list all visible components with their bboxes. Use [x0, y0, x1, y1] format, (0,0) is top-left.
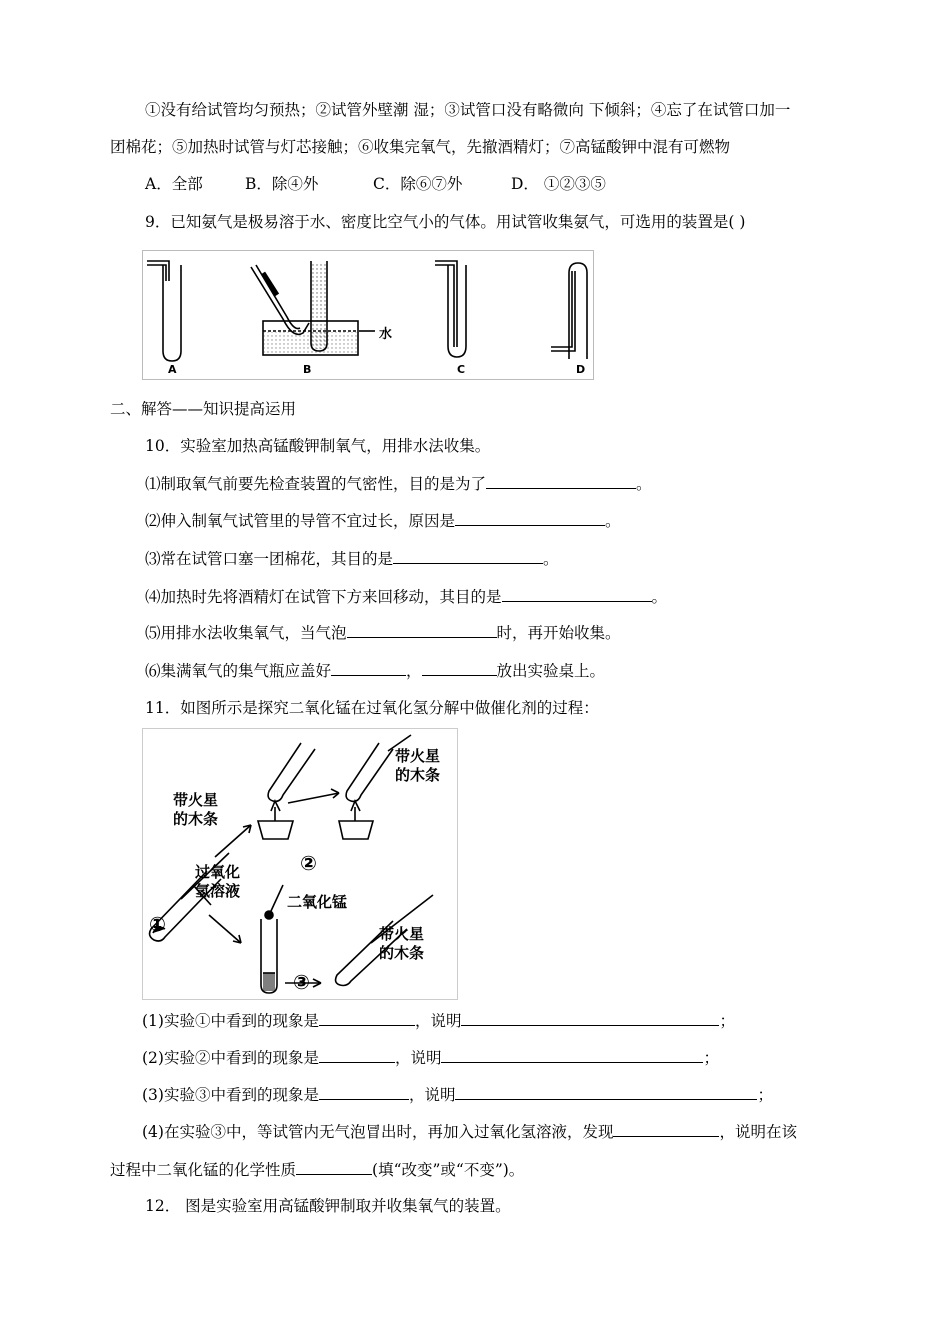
q10-part6: ⑹集满氧气的集气瓶应盖好 ， 放出实验桌上。	[145, 659, 605, 682]
q8-options	[145, 173, 606, 195]
splint-label-bottom: 带火星 的木条	[379, 925, 425, 962]
answer-blank[interactable]	[331, 659, 406, 676]
q11-part3: (3)实验③中看到的现象是 ，说明 ；	[142, 1083, 773, 1106]
q10-part4: ⑷加热时先将酒精灯在试管下方来回移动，其目的是 。	[145, 585, 667, 608]
answer-blank[interactable]	[613, 1120, 719, 1137]
q10-part3: ⑶常在试管口塞一团棉花，其目的是 。	[145, 547, 559, 570]
label-d: D	[576, 363, 586, 376]
q11-part4-line2: 过程中二氧化锰的化学性质 (填“改变”或“不变”)。	[110, 1158, 524, 1181]
experiment-2-marker: ②	[300, 851, 317, 875]
splint-label-left: 带火星 的木条	[173, 791, 219, 828]
q8-causes-line2: 团棉花；⑤加热时试管与灯芯接触；⑥收集完氧气，先撤酒精灯；⑦高锰酸钾中混有可燃物	[110, 138, 731, 156]
q11-part4: (4)在实验③中，等试管内无气泡冒出时，再加入过氧化氢溶液，发现 ，说明在该	[142, 1120, 797, 1143]
water-label: 水	[379, 327, 393, 342]
answer-blank[interactable]	[461, 1009, 719, 1026]
answer-blank[interactable]	[319, 1083, 409, 1100]
answer-blank[interactable]	[296, 1158, 372, 1175]
q8-option-d: D． ①②③⑤	[511, 175, 606, 193]
section-2-heading: 二、解答——知识提高运用	[110, 400, 297, 418]
q9-apparatus-figure	[142, 250, 594, 380]
answer-blank[interactable]	[347, 621, 497, 638]
experiment-3-marker: ③	[293, 970, 310, 994]
q8-option-c: C．除⑥⑦外	[373, 175, 463, 193]
q11-part1: (1)实验①中看到的现象是 ，说明 ；	[142, 1009, 735, 1032]
answer-blank[interactable]	[422, 659, 497, 676]
q8-option-b: B．除④外	[245, 175, 319, 193]
answer-blank[interactable]	[455, 509, 605, 526]
answer-blank[interactable]	[455, 1083, 757, 1100]
experiment-1-marker: ①	[149, 912, 166, 936]
q12-stem: 12． 图是实验室用高锰酸钾制取并收集氧气的装置。	[145, 1197, 511, 1215]
answer-blank[interactable]	[441, 1046, 703, 1063]
label-a: A	[168, 363, 177, 376]
q11-catalyst-figure	[142, 728, 458, 1000]
mno2-label: 二氧化锰	[287, 893, 348, 911]
label-b: B	[303, 363, 312, 376]
answer-blank[interactable]	[319, 1046, 395, 1063]
q10-part2: ⑵伸入制氧气试管里的导管不宜过长，原因是 。	[145, 509, 621, 532]
q11-stem: 11．如图所示是探究二氧化锰在过氧化氢分解中做催化剂的过程：	[145, 699, 599, 717]
splint-label-top: 带火星 的木条	[395, 747, 441, 784]
solution-label: 过氧化 氢溶液	[195, 863, 241, 900]
answer-blank[interactable]	[486, 472, 636, 489]
q9-stem: 9．已知氨气是极易溶于水、密度比空气小的气体。用试管收集氨气，可选用的装置是( )	[145, 213, 746, 231]
answer-blank[interactable]	[502, 585, 652, 602]
q8-causes-line1: ①没有给试管均匀预热；②试管外壁潮 湿；③试管口没有略微向 下倾斜；④忘了在试管口加一	[145, 101, 791, 119]
answer-blank[interactable]	[393, 547, 543, 564]
q8-option-a: A．全部	[145, 175, 203, 193]
q10-part1: ⑴制取氧气前要先检查装置的气密性，目的是为了 。	[145, 472, 652, 495]
q10-stem: 10．实验室加热高锰酸钾制氧气，用排水法收集。	[145, 437, 491, 455]
answer-blank[interactable]	[319, 1009, 415, 1026]
label-c: C	[457, 363, 466, 376]
q11-part2: (2)实验②中看到的现象是 ，说明 ；	[142, 1046, 719, 1069]
q9-apparatus-drawing	[143, 251, 593, 379]
q10-part5: ⑸用排水法收集氧气，当气泡 时，再开始收集。	[145, 621, 621, 644]
